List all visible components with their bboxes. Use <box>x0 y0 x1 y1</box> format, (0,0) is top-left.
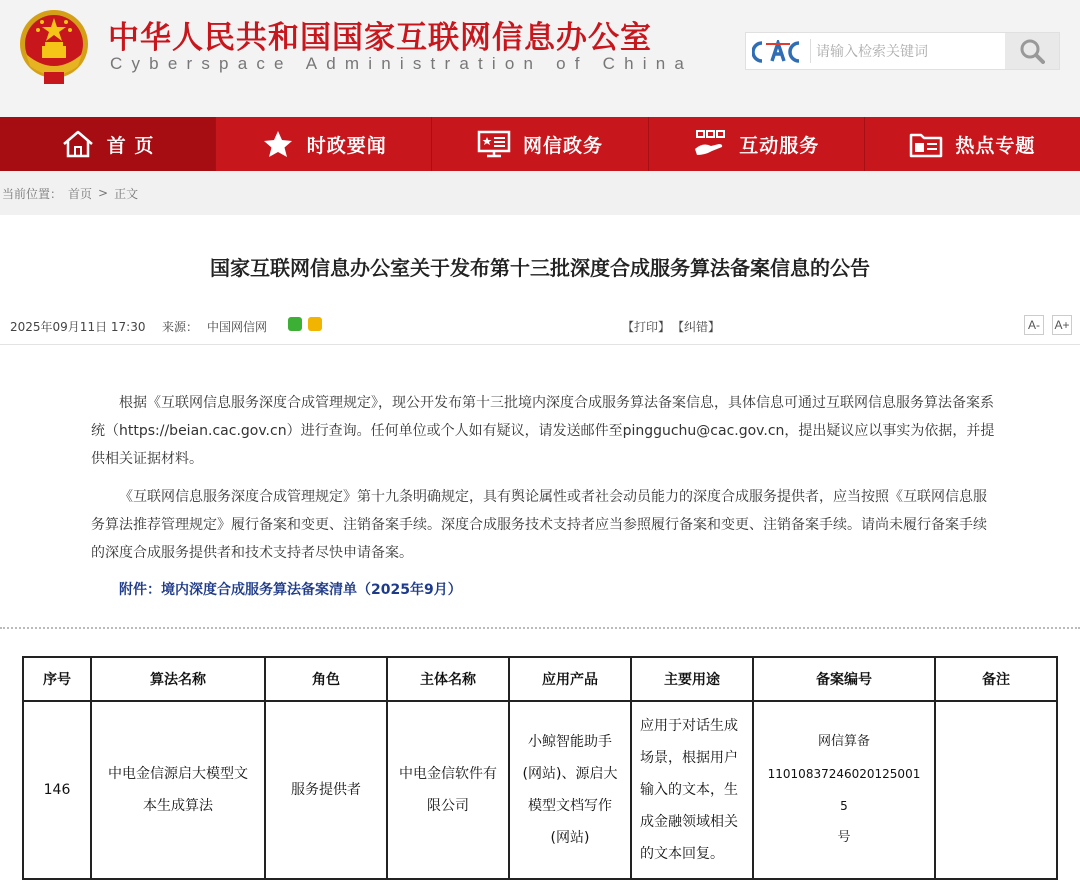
nav-label-government: 网信政务 <box>523 134 604 157</box>
site-title: 中华人民共和国国家互联网信息办公室 <box>108 20 652 56</box>
table-row <box>23 701 1057 879</box>
site-header <box>0 0 1080 117</box>
table-header-cell: 备案编号 <box>753 657 935 701</box>
cell-entity: 中电金信软件有限公司 <box>387 701 509 879</box>
search-icon <box>1019 38 1045 64</box>
nav-label-home: 首 页 <box>106 134 155 157</box>
cell-remark <box>935 701 1057 879</box>
nav-item-news[interactable] <box>216 117 432 171</box>
cell-algorithm-name: 中电金信源启大模型文本生成算法 <box>91 701 265 879</box>
search-button[interactable] <box>1005 33 1059 69</box>
meta-divider <box>0 344 1080 345</box>
font-increase-button[interactable]: A+ <box>1052 315 1072 335</box>
publish-date: 2025年09月11日 17:30 <box>10 320 146 334</box>
main-nav <box>0 117 1080 171</box>
table-header-cell: 主体名称 <box>387 657 509 701</box>
cell-role: 服务提供者 <box>265 701 387 879</box>
record-suffix: 号 <box>837 830 851 845</box>
article-meta <box>10 314 1074 338</box>
nav-label-topics: 热点专题 <box>955 134 1036 157</box>
nav-item-government[interactable] <box>432 117 648 171</box>
handshake-icon <box>693 129 727 159</box>
table-header-cell: 算法名称 <box>91 657 265 701</box>
table-header-cell: 应用产品 <box>509 657 631 701</box>
cell-index: 146 <box>23 701 91 879</box>
weibo-share-icon[interactable] <box>308 317 322 331</box>
correction-link[interactable]: 【纠错】 <box>672 320 721 334</box>
breadcrumb-separator: > <box>98 186 109 200</box>
nav-item-home[interactable] <box>0 117 216 171</box>
breadcrumb-home-link[interactable]: 首页 <box>68 186 93 201</box>
table-header-cell: 备注 <box>935 657 1057 701</box>
site-subtitle: Cyberspace Administration of China <box>110 54 694 73</box>
article-title: 国家互联网信息办公室关于发布第十三批深度合成服务算法备案信息的公告 <box>210 256 870 280</box>
cell-purpose: 应用于对话生成场景，根据用户输入的文本，生成金融领域相关的文本回复。 <box>631 701 753 879</box>
home-icon <box>61 129 95 159</box>
nav-label-news: 时政要闻 <box>306 134 387 157</box>
folder-icon <box>909 129 943 159</box>
article-paragraph: 根据《互联网信息服务深度合成管理规定》，现公开发布第十三批境内深度合成服务算法备案信息，具体信息可通过互联网信息服务算法备案系统（https://beian.cac.gov.cn）进行查询。任何单位或个人如有疑议，请发送邮件至pingguchu@cac.gov.cn，提出疑议应以事实为依据，并提供相关证据材料。 <box>91 395 995 467</box>
cell-product: 小鲸智能助手(网站)、源启大模型文档写作(网站) <box>509 701 631 879</box>
font-decrease-button[interactable]: A- <box>1024 315 1044 335</box>
record-prefix: 网信算备 <box>817 734 870 749</box>
cac-logo-icon <box>752 40 804 64</box>
search-box <box>745 32 1060 70</box>
table-header-cell: 序号 <box>23 657 91 701</box>
nav-label-services: 互动服务 <box>739 134 820 157</box>
nav-item-services[interactable] <box>649 117 865 171</box>
monitor-icon <box>477 129 511 159</box>
breadcrumb-prefix: 当前位置： <box>2 186 63 201</box>
breadcrumb <box>0 171 1080 215</box>
national-emblem-icon[interactable] <box>18 8 90 86</box>
search-input[interactable] <box>814 37 1008 67</box>
filing-table <box>22 656 1058 880</box>
source-name: 中国网信网 <box>207 320 268 334</box>
source-label: 来源： <box>162 320 199 334</box>
wechat-share-icon[interactable] <box>288 317 302 331</box>
table-header-cell: 主要用途 <box>631 657 753 701</box>
attachment-label[interactable]: 附件：境内深度合成服务算法备案清单（2025年9月） <box>119 582 462 598</box>
search-divider <box>810 39 811 63</box>
article-paragraph: 《互联网信息服务深度合成管理规定》第十九条明确规定，具有舆论属性或者社会动员能力的深度合成服务提供者，应当按照《互联网信息服务算法推荐管理规定》履行备案和变更、注销备案手续。深度合成服务技术支持者应当参照履行备案和变更、注销备案手续。请尚未履行备案手续的深度合成服务提供者和技术支持者尽快申请备案。 <box>91 489 987 561</box>
print-link[interactable]: 【打印】 <box>622 320 671 334</box>
record-number: 110108372460201250015 <box>767 767 921 813</box>
table-header-cell: 角色 <box>265 657 387 701</box>
cell-record-number <box>753 701 935 879</box>
dotted-divider <box>0 627 1080 629</box>
table-header-row <box>23 657 1057 701</box>
nav-item-topics[interactable] <box>865 117 1080 171</box>
breadcrumb-current: 正文 <box>114 186 139 201</box>
star-icon <box>261 129 295 159</box>
